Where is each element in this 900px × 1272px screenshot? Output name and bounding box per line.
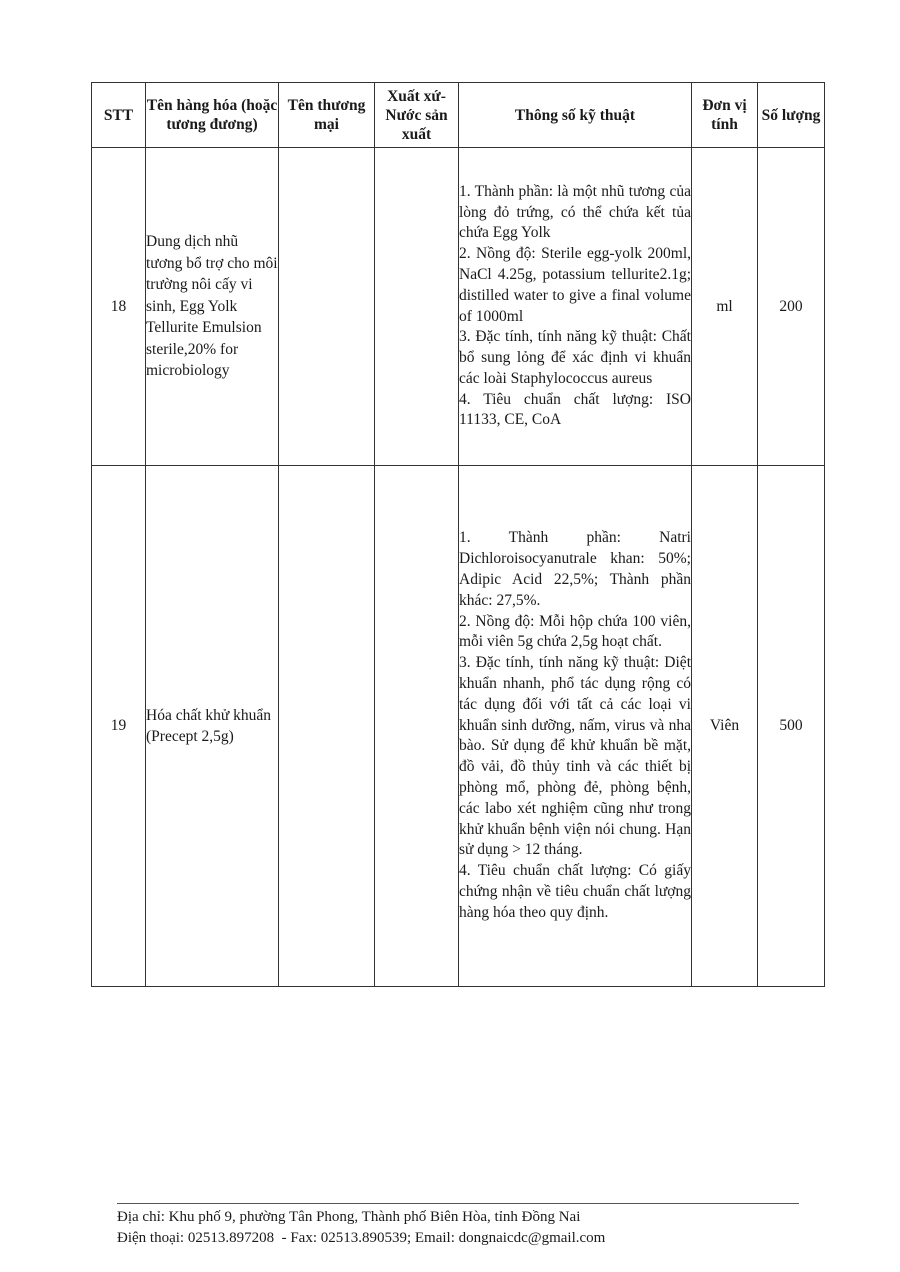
header-quantity: Số lượng [758,83,825,148]
spec-line: 1. Thành phần: là một nhũ tương của lòng đỏ trứng, có thể chứa kết tủa chứa Egg Yolk [459,182,691,242]
row-specifications [459,148,692,466]
header-specifications: Thông số kỹ thuật [459,83,692,148]
header-product-name: Tên hàng hóa (hoặc tương đương) [146,83,279,148]
row-origin [375,466,459,987]
footer-divider [117,1203,799,1204]
header-stt: STT [92,83,146,148]
spec-line: 2. Nồng độ: Sterile egg-yolk 200ml, NaCl 4.25g, potassium tellurite2.1g; distilled water to give a final volume of 1000ml [459,245,691,325]
row-origin [375,148,459,466]
row-product-name: Dung dịch nhũ tương bổ trợ cho môi trường nôi cấy vi sinh, Egg Yolk Tellurite Emulsion sterile,20% for microbiology [146,148,279,466]
spec-line: 1. Thành phần: Natri Dichloroisocyanutrale khan: 50%; Adipic Acid 22,5%; Thành phần khác: 27,5%. [459,529,691,609]
row-stt: 19 [92,466,146,987]
row-unit: Viên [692,466,758,987]
row-trade-name [279,148,375,466]
table-row [92,466,825,987]
spec-line: 4. Tiêu chuẩn chất lượng: Có giấy chứng nhận về tiêu chuẩn chất lượng hàng hóa theo quy định. [459,862,691,921]
spec-line: 3. Đặc tính, tính năng kỹ thuật: Chất bổ sung lỏng để xác định vi khuẩn các loài Staphylococcus aureus [459,328,691,387]
header-origin: Xuất xứ- Nước sản xuất [375,83,459,148]
row-specifications [459,466,692,987]
spec-line: 2. Nồng độ: Mỗi hộp chứa 100 viên, mỗi viên 5g chứa 2,5g hoạt chất. [459,612,691,651]
spec-line: 3. Đặc tính, tính năng kỹ thuật: Diệt khuẩn nhanh, phổ tác dụng rộng có tác dụng đối với tất cả các loại vi khuẩn sinh dưỡng, nấm, virus và nha bào. Sử dụng để khử khuẩn bề mặt, đồ vải, đồ thủy tinh và các thiết bị phòng mổ, phòng đẻ, phòng bệnh, các labo xét nghiệm cũng như trong khử khuẩn bệnh viện nói chung. Hạn sử dụng > 12 tháng. [459,654,691,859]
footer-contact: Điện thoại: 02513.897208 - Fax: 02513.890539; Email: dongnaicdc@gmail.com [117,1230,606,1246]
table-header-row [92,83,825,148]
spec-line: 4. Tiêu chuẩn chất lượng: ISO 11133, CE, CoA [459,390,691,429]
footer-address: Địa chỉ: Khu phố 9, phường Tân Phong, Thành phố Biên Hòa, tỉnh Đồng Nai [117,1209,581,1225]
row-stt: 18 [92,148,146,466]
row-unit: ml [692,148,758,466]
row-trade-name [279,466,375,987]
row-product-name: Hóa chất khử khuẩn (Precept 2,5g) [146,466,279,987]
table-row [92,148,825,466]
row-quantity: 200 [758,148,825,466]
page-footer [117,1207,605,1249]
header-unit: Đơn vị tính [692,83,758,148]
row-quantity: 500 [758,466,825,987]
header-trade-name: Tên thương mại [279,83,375,148]
specification-table [91,82,825,987]
